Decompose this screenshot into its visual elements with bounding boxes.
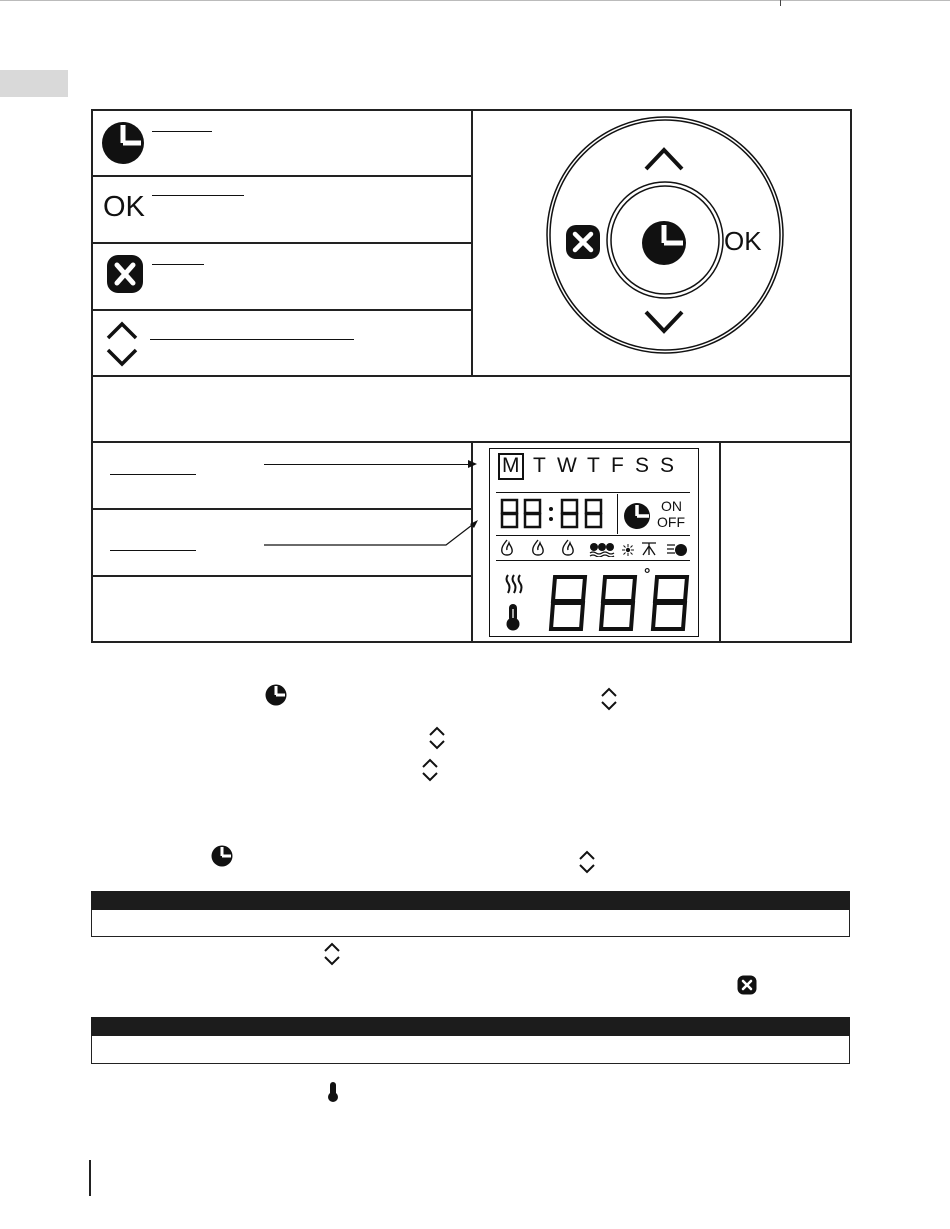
chevron-down-icon[interactable] bbox=[643, 309, 685, 337]
day-t1: T bbox=[533, 454, 546, 477]
lcd-on-label: ON bbox=[661, 498, 682, 514]
lcd-divider-2 bbox=[496, 535, 690, 536]
lcd-divider-1 bbox=[496, 492, 690, 493]
ok-label-line bbox=[152, 195, 244, 196]
up-down-arrows-icon bbox=[104, 318, 140, 370]
chevron-up-icon[interactable] bbox=[643, 144, 685, 172]
lcd-time-divider bbox=[617, 494, 618, 534]
day-s1: S bbox=[635, 454, 650, 477]
day-pointer-line bbox=[264, 464, 474, 465]
arrows-label-line bbox=[150, 339, 354, 340]
day-f: F bbox=[611, 454, 624, 477]
footer-margin-line bbox=[89, 1160, 91, 1196]
day-label-line bbox=[110, 474, 196, 475]
sun-icon bbox=[622, 543, 634, 555]
inline-arrows-icon-3 bbox=[421, 757, 439, 783]
flame-high-icon bbox=[561, 539, 575, 557]
note-box-1 bbox=[91, 910, 850, 937]
heat-waves-icon bbox=[505, 574, 523, 594]
antenna-icon bbox=[641, 540, 657, 556]
flame-med-icon bbox=[531, 539, 545, 557]
clock-label-line bbox=[152, 131, 212, 132]
inline-arrows-icon-2 bbox=[428, 725, 446, 751]
page-tab bbox=[0, 70, 68, 97]
time-label-line bbox=[110, 550, 196, 551]
fan-flame-icon bbox=[666, 540, 688, 557]
inline-arrows-icon-1 bbox=[600, 686, 618, 712]
keypad-clock-icon[interactable] bbox=[641, 220, 687, 266]
inline-thermometer-icon bbox=[327, 1081, 339, 1103]
ok-label: OK bbox=[103, 191, 145, 223]
day-m: M bbox=[502, 454, 520, 477]
note-box-2 bbox=[91, 1036, 850, 1064]
clock-icon bbox=[101, 121, 145, 165]
day-t2: T bbox=[587, 454, 600, 477]
day-s2: S bbox=[660, 454, 675, 477]
lcd-day-row bbox=[498, 453, 693, 483]
lcd-temp-digits bbox=[547, 574, 693, 632]
close-label-line bbox=[152, 264, 204, 265]
inline-close-icon bbox=[737, 975, 757, 995]
thermometer-icon bbox=[505, 603, 521, 631]
lcd-clock-icon bbox=[623, 502, 651, 530]
lcd-divider-3 bbox=[496, 560, 690, 561]
note-bar-1 bbox=[91, 891, 850, 910]
keypad-close-icon[interactable] bbox=[565, 224, 601, 260]
lcd-time-digits bbox=[500, 498, 612, 530]
lcd-degree: ° bbox=[644, 566, 651, 583]
note-bar-2 bbox=[91, 1017, 850, 1036]
lcd-off-label: OFF bbox=[657, 514, 685, 530]
day-w: W bbox=[557, 454, 577, 477]
day-pointer-arrow bbox=[468, 460, 477, 468]
top-rule bbox=[0, 0, 950, 1]
keypad-ok-button[interactable]: OK bbox=[724, 226, 762, 256]
inline-arrows-icon-5 bbox=[323, 941, 341, 967]
close-icon bbox=[106, 254, 144, 294]
top-right-mark bbox=[780, 0, 781, 6]
time-pointer bbox=[264, 518, 484, 548]
flame-low-icon bbox=[500, 539, 514, 557]
inline-arrows-icon-4 bbox=[578, 849, 596, 875]
inline-clock-icon-2 bbox=[211, 845, 233, 867]
water-flames-icon bbox=[589, 540, 615, 557]
inline-clock-icon-1 bbox=[265, 684, 287, 706]
